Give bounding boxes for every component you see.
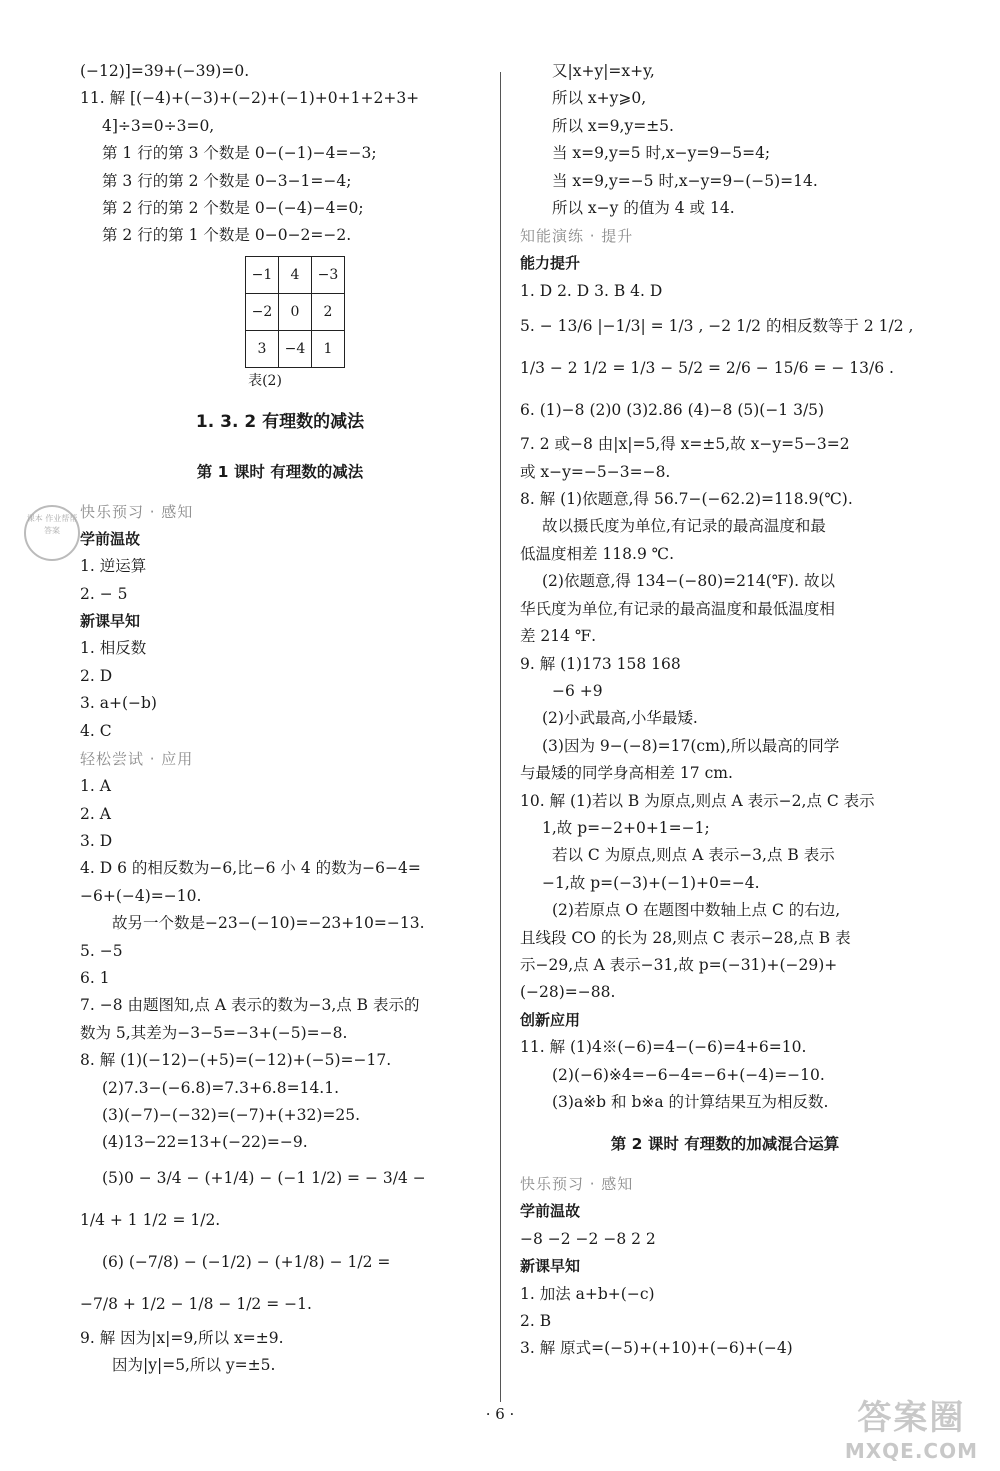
answer-line: (−28)=−88.: [520, 983, 616, 1002]
table-cell: 2: [312, 293, 345, 330]
magic-square-table: [245, 256, 345, 368]
answer-line: (−12)]=39+(−39)=0.: [80, 62, 250, 80]
answer-line: 7. −8 由题图知,点 A 表示的数为−3,点 B 表示的: [80, 996, 420, 1015]
lesson2-title: 第 2 课时 有理数的加减混合运算: [610, 1135, 840, 1154]
table-cell: 4: [279, 256, 312, 293]
answer-line: 或 x−y=−5−3=−8.: [520, 462, 671, 481]
table-caption: 表(2): [248, 372, 282, 389]
answer-line: 第 2 行的第 1 个数是 0−0−2=−2.: [102, 226, 352, 245]
answer-line: 5. − 13/6 |−1/3| = 1/3 , −2 1/2 的相反数等于 2 1/2 ,: [520, 317, 914, 336]
section-heading-preview2: 快乐预习 · 感知: [520, 1175, 634, 1194]
lesson-title: 第 1 课时 有理数的减法: [196, 462, 364, 481]
table-cell: −3: [312, 256, 345, 293]
section-heading-preview: 快乐预习 · 感知: [80, 502, 194, 521]
table-row: [246, 293, 345, 330]
watermark-logo: 答案圈 MXQE.COM: [844, 1398, 978, 1463]
answer-line: 6. 1: [80, 968, 110, 987]
answer-line: 若以 C 为原点,则点 A 表示−3,点 B 表示: [552, 846, 835, 865]
answer-line: (2)(−6)※4=−6−4=−6+(−4)=−10.: [552, 1065, 825, 1084]
answer-line: 1. D 2. D 3. B 4. D: [520, 281, 663, 300]
answer-line: 数为 5,其差为−3−5=−3+(−5)=−8.: [80, 1023, 348, 1042]
answer-line: 当 x=9,y=5 时,x−y=9−5=4;: [552, 144, 771, 163]
answer-line: 8. 解 (1)依题意,得 56.7−(−62.2)=118.9(℃).: [520, 490, 853, 509]
table-row: [246, 256, 345, 293]
answer-line: 2. A: [80, 804, 111, 823]
answer-line: 1/3 − 2 1/2 = 1/3 − 5/2 = 2/6 − 15/6 = − 13/6 .: [520, 359, 894, 378]
answer-line: 11. 解 [(−4)+(−3)+(−2)+(−1)+0+1+2+3+: [80, 89, 420, 108]
table-cell: −4: [279, 330, 312, 367]
table-cell: −1: [246, 256, 279, 293]
answer-line: 与最矮的同学身高相差 17 cm.: [520, 764, 733, 783]
answer-line: 9. 解 (1)173 158 168: [520, 654, 681, 673]
answer-line: (6) (−7/8) − (−1/2) − (+1/8) − 1/2 =: [102, 1252, 391, 1271]
answer-line: 4. C: [80, 721, 112, 740]
answer-line: 3. D: [80, 831, 113, 850]
answer-line: 1. 逆运算: [80, 557, 147, 576]
answer-line: −8 −2 −2 −8 2 2: [520, 1229, 656, 1248]
answer-line: 8. 解 (1)(−12)−(+5)=(−12)+(−5)=−17.: [80, 1051, 392, 1070]
answer-line: (3)因为 9−(−8)=17(cm),所以最高的同学: [542, 736, 840, 755]
answer-line: 11. 解 (1)4※(−6)=4−(−6)=4+6=10.: [520, 1038, 807, 1057]
answer-line: 4]÷3=0÷3=0,: [102, 116, 215, 135]
table-cell: 0: [279, 293, 312, 330]
answer-line: 华氏度为单位,有记录的最高温度和最低温度相: [520, 599, 835, 618]
answer-line: 所以 x=9,y=±5.: [552, 116, 674, 135]
answer-line: 低温度相差 118.9 ℃.: [520, 544, 674, 563]
answer-line: 故以摄氏度为单位,有记录的最高温度和最: [542, 517, 826, 536]
page-number: · 6 ·: [485, 1405, 515, 1423]
answer-line: 且线段 CO 的长为 28,则点 C 表示−28,点 B 表: [520, 928, 851, 947]
right-column: [520, 58, 930, 1363]
answer-line: (2)依题意,得 134−(−80)=214(℉). 故以: [542, 572, 835, 591]
answer-line: 因为|y|=5,所以 y=±5.: [112, 1356, 276, 1375]
left-column: [80, 58, 480, 1380]
answer-line: 10. 解 (1)若以 B 为原点,则点 A 表示−2,点 C 表示: [520, 791, 875, 810]
answer-line: 第 2 行的第 2 个数是 0−(−4)−4=0;: [102, 199, 364, 218]
answer-line: 差 214 ℉.: [520, 627, 597, 646]
answer-line: 3. a+(−b): [80, 694, 157, 713]
answer-line: 1. A: [80, 777, 111, 796]
answer-line: (5)0 − 3/4 − (+1/4) − (−1 1/2) = − 3/4 −: [102, 1168, 426, 1187]
answer-line: 示−29,点 A 表示−31,故 p=(−31)+(−29)+: [520, 955, 838, 974]
answer-line: 故另一个数是−23−(−10)=−23+10=−13.: [112, 914, 425, 933]
stamp-logo: 课本 作业帮帮 答案: [24, 505, 80, 561]
section-heading-try: 轻松尝试 · 应用: [80, 750, 194, 769]
answer-line: −6+(−4)=−10.: [80, 886, 202, 905]
answer-line: 第 3 行的第 2 个数是 0−3−1=−4;: [102, 171, 352, 190]
answer-line: 7. 2 或−8 由|x|=5,得 x=±5,故 x−y=5−3=2: [520, 435, 850, 454]
answer-line: 1/4 + 1 1/2 = 1/2.: [80, 1210, 221, 1229]
table-cell: 3: [246, 330, 279, 367]
table-row: [246, 330, 345, 367]
answer-line: 2. B: [520, 1312, 552, 1331]
answer-line: 第 1 行的第 3 个数是 0−(−1)−4=−3;: [102, 144, 377, 163]
answer-line: 当 x=9,y=−5 时,x−y=9−(−5)=14.: [552, 171, 818, 190]
answer-line: (3)a※b 和 b※a 的计算结果互为相反数.: [552, 1093, 829, 1111]
answer-line: 又|x+y|=x+y,: [552, 62, 655, 80]
subheading-ability: 能力提升: [520, 254, 581, 273]
answer-line: 5. −5: [80, 941, 123, 960]
answer-line: (2)若原点 O 在题图中数轴上点 C 的右边,: [552, 901, 841, 920]
answer-line: 9. 解 因为|x|=9,所以 x=±9.: [80, 1328, 284, 1347]
answer-line: 3. 解 原式=(−5)+(+10)+(−6)+(−4): [520, 1339, 793, 1358]
answer-line: 1,故 p=−2+0+1=−1;: [542, 818, 710, 837]
subheading-innovate: 创新应用: [520, 1010, 581, 1029]
answer-line: 1. 加法 a+b+(−c): [520, 1284, 655, 1303]
answer-line: −7/8 + 1/2 − 1/8 − 1/2 = −1.: [80, 1294, 312, 1313]
answer-line: −6 +9: [552, 681, 603, 700]
answer-line: 所以 x+y⩾0,: [552, 89, 647, 108]
answer-line: (4)13−22=13+(−22)=−9.: [102, 1133, 308, 1152]
answer-line: 所以 x−y 的值为 4 或 14.: [552, 199, 735, 218]
answer-line: 4. D 6 的相反数为−6,比−6 小 4 的数为−6−4=: [80, 859, 421, 878]
answer-line: (2)小武最高,小华最矮.: [542, 709, 698, 728]
table-cell: 1: [312, 330, 345, 367]
answer-line: 2. D: [80, 666, 113, 685]
subheading-review2: 学前温故: [520, 1202, 581, 1221]
section-heading-practice: 知能演练 · 提升: [520, 227, 634, 246]
subheading-review: 学前温故: [80, 529, 141, 548]
subheading-new: 新课早知: [80, 612, 141, 631]
answer-line: (2)7.3−(−6.8)=7.3+6.8=14.1.: [102, 1078, 340, 1097]
answer-line: −1,故 p=(−3)+(−1)+0=−4.: [542, 873, 760, 892]
answer-line: 6. (1)−8 (2)0 (3)2.86 (4)−8 (5)(−1 3/5): [520, 401, 825, 420]
answer-line: (3)(−7)−(−32)=(−7)+(+32)=25.: [102, 1105, 361, 1124]
column-divider: [500, 72, 501, 1402]
answer-line: 1. 相反数: [80, 639, 147, 658]
answer-line: 2. − 5: [80, 584, 128, 603]
section-title: 1. 3. 2 有理数的减法: [195, 411, 365, 432]
subheading-new2: 新课早知: [520, 1257, 581, 1276]
table-cell: −2: [246, 293, 279, 330]
